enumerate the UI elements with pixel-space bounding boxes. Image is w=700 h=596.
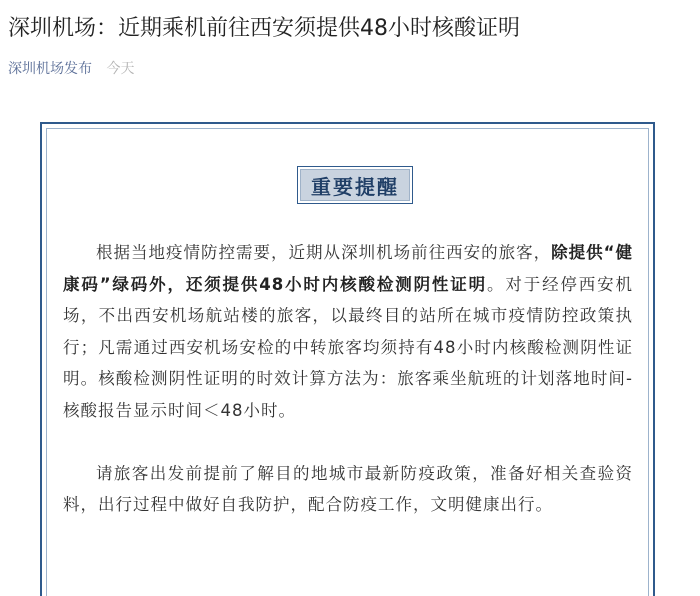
notice-paragraph-1 bbox=[63, 237, 633, 426]
paragraph-1-bold-requirement: 除提供“健康码”绿码外，还须提供48小时内核酸检测阴性证明 bbox=[63, 243, 633, 294]
notice-frame bbox=[40, 122, 655, 596]
paragraph-1-text-end: 。对于经停西安机场，不出西安机场航站楼的旅客，以最终目的站所在城市疫情防控政策执行；凡需通过西安机场安检的中转旅客均须持有48小时内核酸检测阴性证明。核酸检测阴性证明的时效计算方法为：旅客乘坐航班的计划落地时间-核酸报告显示时间＜48小时。 bbox=[63, 274, 633, 420]
account-name-link[interactable]: 深圳机场发布 bbox=[8, 61, 92, 77]
publish-date: 今天 bbox=[106, 61, 135, 77]
paragraph-spacer bbox=[63, 426, 633, 458]
notice-body bbox=[63, 237, 633, 521]
article-title: 深圳机场：近期乘机前往西安须提供48小时核酸证明 bbox=[8, 16, 520, 41]
notice-heading-background bbox=[300, 169, 410, 201]
notice-heading-box bbox=[297, 166, 413, 204]
notice-inner-frame bbox=[46, 128, 649, 596]
article-meta bbox=[8, 58, 134, 80]
notice-paragraph-2: 请旅客出发前提前了解目的地城市最新防疫政策，准备好相关查验资料，出行过程中做好自我防护，配合防疫工作，文明健康出行。 bbox=[63, 463, 633, 514]
notice-heading: 重要提醒 bbox=[311, 174, 399, 199]
paragraph-1-text-start: 根据当地疫情防控需要，近期从深圳机场前往西安的旅客， bbox=[96, 243, 552, 262]
